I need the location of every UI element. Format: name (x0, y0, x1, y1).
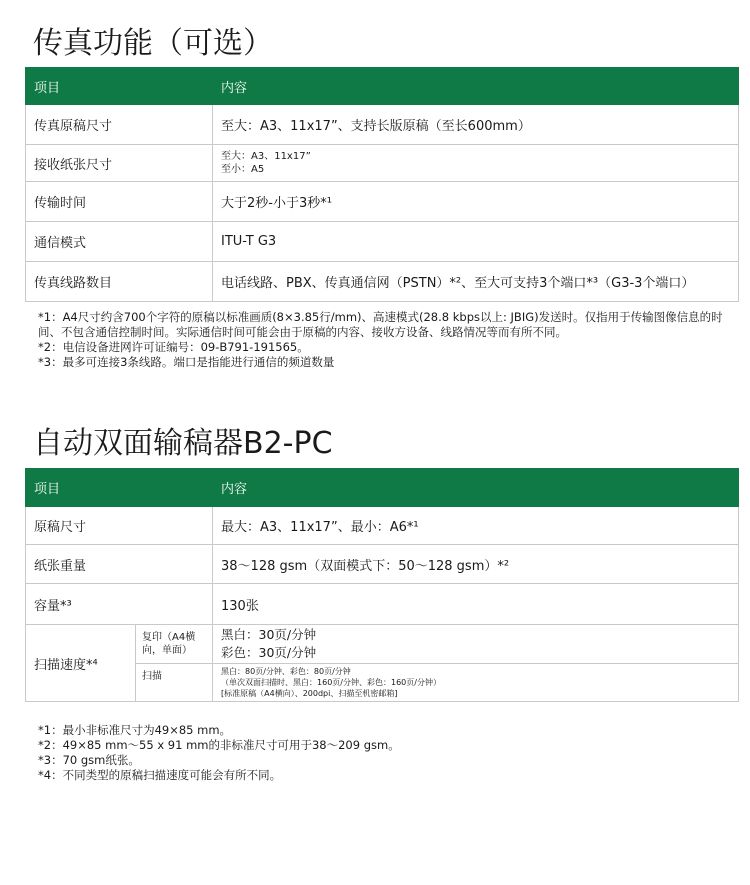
adf-section-title: 自动双面输稿器B2-PC (33, 426, 333, 461)
value-line: （单次双面扫描时、黑白：160页/分钟、彩色：160页/分钟） (221, 678, 441, 687)
value-line: 至大：A3、11x17” (221, 151, 311, 162)
row-label: 传输时间 (26, 182, 213, 222)
row-value: 130张 (213, 584, 739, 625)
adf-notes (38, 723, 738, 783)
row-label: 原稿尺寸 (26, 507, 213, 545)
row-value: 大于2秒-小于3秒*¹ (213, 182, 739, 222)
row-value: ITU-T G3 (213, 222, 739, 262)
table-row (26, 584, 739, 625)
row-label: 传真原稿尺寸 (26, 105, 213, 145)
row-value (213, 145, 739, 182)
footnote: *4：不同类型的原稿扫描速度可能会有所不同。 (38, 768, 282, 782)
sub-label-line: 向，单面） (142, 645, 192, 656)
table-row (26, 545, 739, 584)
value-line: 至小：A5 (221, 164, 265, 175)
table-row (26, 625, 739, 664)
sub-label-line: 扫描 (142, 671, 162, 682)
table-row (26, 182, 739, 222)
row-value (213, 625, 739, 664)
adf-spec-table (25, 468, 739, 702)
table-header-row (26, 68, 739, 105)
row-label: 传真线路数目 (26, 262, 213, 302)
fax-section-title: 传真功能（可选） (33, 26, 273, 61)
row-value: 最大：A3、11x17”、最小：A6*¹ (213, 507, 739, 545)
header-item: 项目 (26, 469, 213, 507)
footnote: *1：最小非标准尺寸为49×85 mm。 (38, 723, 232, 737)
row-value: 至大：A3、11x17”、支持长版原稿（至长600mm） (213, 105, 739, 145)
row-value: 38～128 gsm（双面模式下：50～128 gsm）*² (213, 545, 739, 584)
value-line: 黑白：30页/分钟 (221, 627, 317, 642)
row-value (213, 664, 739, 702)
table-row (26, 145, 739, 182)
table-row (26, 222, 739, 262)
table-row (26, 105, 739, 145)
value-line: [标准原稿（A4横向）、200dpi、扫描至机密邮箱] (221, 689, 398, 698)
sub-label-line: 复印（A4横 (142, 632, 196, 643)
table-row (26, 507, 739, 545)
fax-notes (38, 310, 738, 370)
sub-label-copy (136, 625, 213, 664)
footnote: *2：电信设备进网许可证编号：09-B791-191565。 (38, 340, 309, 354)
table-row (26, 262, 739, 302)
footnote: *2：49×85 mm～55 x 91 mm的非标准尺寸可用于38～209 gsm。 (38, 738, 400, 752)
row-label: 扫描速度*⁴ (26, 625, 136, 702)
value-line: 黑白：80页/分钟、彩色：80页/分钟 (221, 667, 351, 676)
sub-label-scan (136, 664, 213, 702)
footnote: *1：A4尺寸约含700个字符的原稿以标准画质(8×3.85行/mm)、高速模式(28.8 kbps以上: JBIG)发送时。仅指用于传输图像信息的时间、不包含通信控制时间。实际通信时间可能会由于原稿的内容、接收方设备、线路情况等而有所不同。 (38, 310, 723, 339)
header-content: 内容 (213, 68, 739, 105)
header-item: 项目 (26, 68, 213, 105)
row-label: 纸张重量 (26, 545, 213, 584)
row-label: 通信模式 (26, 222, 213, 262)
footnote: *3：70 gsm纸张。 (38, 753, 140, 767)
row-label: 接收纸张尺寸 (26, 145, 213, 182)
footnote: *3：最多可连接3条线路。端口是指能进行通信的频道数量 (38, 355, 335, 369)
value-line: 彩色：30页/分钟 (221, 645, 317, 660)
row-label: 容量*³ (26, 584, 213, 625)
table-header-row (26, 469, 739, 507)
row-value: 电话线路、PBX、传真通信网（PSTN）*²、至大可支持3个端口*³（G3-3个端口） (213, 262, 739, 302)
fax-spec-table (25, 67, 739, 302)
header-content: 内容 (213, 469, 739, 507)
